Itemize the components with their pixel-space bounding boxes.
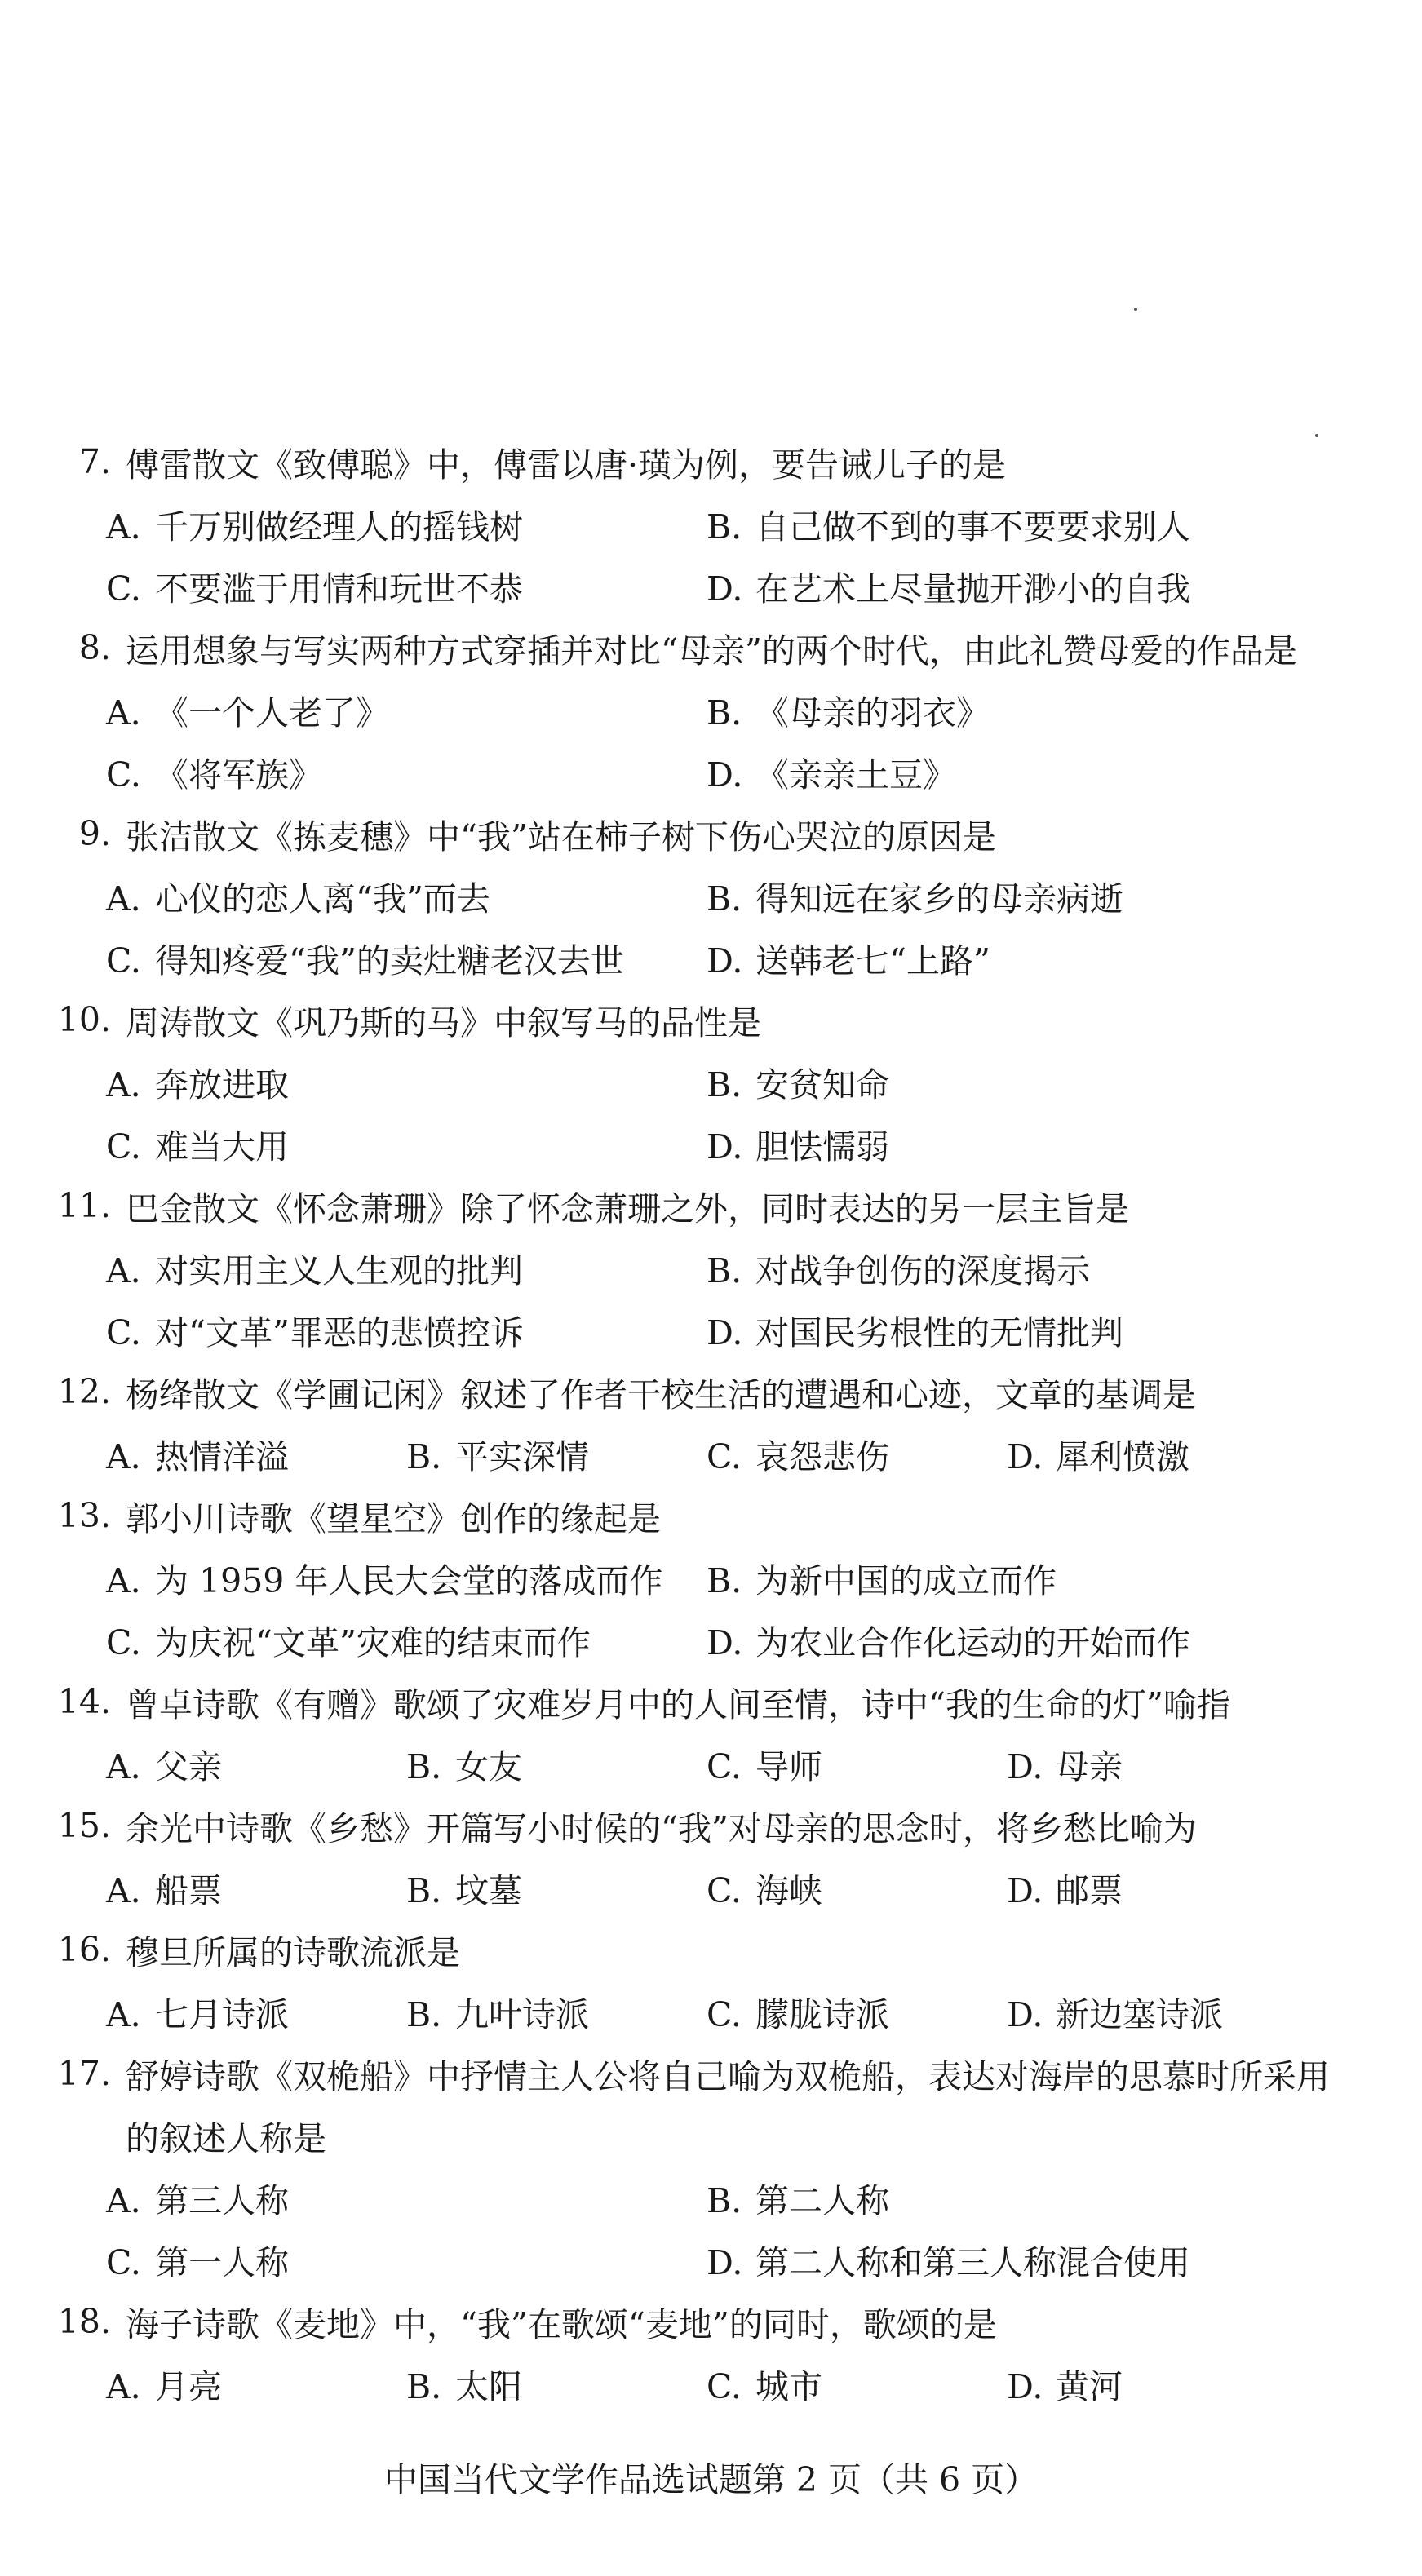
option-b[interactable]: B. 《母亲的羽衣》 bbox=[707, 693, 990, 733]
option-d[interactable]: D. 邮票 bbox=[1007, 1870, 1123, 1910]
question-number: 12. bbox=[57, 1372, 111, 1411]
option-b[interactable]: B. 太阳 bbox=[406, 2366, 522, 2406]
options-row bbox=[39, 555, 1393, 617]
option-d[interactable]: D. 黄河 bbox=[1007, 2366, 1123, 2406]
option-d[interactable]: D. 为农业合作化运动的开始而作 bbox=[707, 1622, 1190, 1662]
option-b[interactable]: B. 女友 bbox=[406, 1746, 522, 1786]
question-stem: 余光中诗歌《乡愁》开篇写小时候的“我”对母亲的思念时，将乡愁比喻为 bbox=[126, 1808, 1197, 1848]
option-d[interactable]: D. 在艺术上尽量抛开渺小的自我 bbox=[707, 569, 1190, 609]
question-7 bbox=[39, 431, 1393, 617]
options-row bbox=[39, 1857, 1393, 1919]
option-b[interactable]: B. 为新中国的成立而作 bbox=[707, 1560, 1057, 1600]
question-number: 15. bbox=[57, 1806, 111, 1845]
page-footer: 中国当代文学作品选试题第 2 页（共 6 页） bbox=[383, 2460, 1039, 2499]
option-c[interactable]: C. 《将军族》 bbox=[106, 755, 322, 794]
option-c[interactable]: C. 为庆祝“文革”灾难的结束而作 bbox=[106, 1622, 591, 1662]
option-c[interactable]: C. 哀怨悲伤 bbox=[707, 1436, 889, 1476]
option-c[interactable]: C. 导师 bbox=[707, 1746, 822, 1786]
option-c[interactable]: C. 第一人称 bbox=[106, 2242, 289, 2282]
options-row bbox=[39, 865, 1393, 927]
question-stem: 杨绛散文《学圃记闲》叙述了作者干校生活的遭遇和心迹，文章的基调是 bbox=[126, 1374, 1196, 1414]
option-d[interactable]: D. 母亲 bbox=[1007, 1746, 1123, 1786]
options-row bbox=[39, 2229, 1393, 2291]
question-stem: 穆旦所属的诗歌流派是 bbox=[126, 1932, 460, 1972]
question-stem: 周涛散文《巩乃斯的马》中叙写马的品性是 bbox=[126, 1003, 761, 1042]
option-b[interactable]: B. 对战争创伤的深度揭示 bbox=[707, 1250, 1090, 1290]
option-a[interactable]: A. 月亮 bbox=[106, 2366, 222, 2406]
option-a[interactable]: A. 《一个人老了》 bbox=[106, 693, 389, 733]
option-d[interactable]: D. 第二人称和第三人称混合使用 bbox=[707, 2242, 1190, 2282]
question-10 bbox=[39, 989, 1393, 1175]
option-c[interactable]: C. 难当大用 bbox=[106, 1126, 289, 1166]
question-16 bbox=[39, 1919, 1393, 2043]
question-stem: 曾卓诗歌《有赠》歌颂了灾难岁月中的人间至情，诗中“我的生命的灯”喻指 bbox=[126, 1684, 1230, 1724]
option-a[interactable]: A. 七月诗派 bbox=[106, 1994, 289, 2034]
option-b[interactable]: B. 第二人称 bbox=[707, 2180, 889, 2220]
option-a[interactable]: A. 第三人称 bbox=[106, 2180, 289, 2220]
option-c[interactable]: C. 对“文革”罪恶的悲愤控诉 bbox=[106, 1312, 524, 1352]
options-row bbox=[39, 1423, 1393, 1485]
options-row bbox=[39, 1609, 1393, 1671]
options-row bbox=[39, 927, 1393, 989]
option-b[interactable]: B. 坟墓 bbox=[406, 1870, 522, 1910]
options-row bbox=[39, 1237, 1393, 1299]
options-row bbox=[39, 2352, 1393, 2414]
question-18 bbox=[39, 2291, 1393, 2414]
option-d[interactable]: D. 《亲亲土豆》 bbox=[707, 755, 956, 794]
option-a[interactable]: A. 奔放进取 bbox=[106, 1064, 289, 1104]
question-stem-continuation: 的叙述人称是 bbox=[126, 2118, 326, 2158]
question-8 bbox=[39, 617, 1393, 803]
question-number: 18. bbox=[57, 2302, 111, 2341]
options-row bbox=[39, 1299, 1393, 1361]
options-row bbox=[39, 741, 1393, 803]
question-number: 14. bbox=[57, 1682, 111, 1721]
option-d[interactable]: D. 犀利愤激 bbox=[1007, 1436, 1189, 1476]
question-stem: 海子诗歌《麦地》中，“我”在歌颂“麦地”的同时，歌颂的是 bbox=[126, 2304, 997, 2344]
options-row bbox=[39, 1733, 1393, 1795]
question-number: 11. bbox=[57, 1186, 111, 1225]
option-c[interactable]: C. 朦胧诗派 bbox=[707, 1994, 889, 2034]
question-11 bbox=[39, 1175, 1393, 1361]
option-b[interactable]: B. 九叶诗派 bbox=[406, 1994, 589, 2034]
scan-speck bbox=[1134, 308, 1137, 311]
options-row bbox=[39, 1547, 1393, 1609]
option-c[interactable]: C. 海峡 bbox=[707, 1870, 822, 1910]
option-d[interactable]: D. 新边塞诗派 bbox=[1007, 1994, 1223, 2034]
question-number: 10. bbox=[57, 1000, 111, 1039]
option-a[interactable]: A. 为 1959 年人民大会堂的落成而作 bbox=[106, 1560, 663, 1600]
options-row bbox=[39, 1981, 1393, 2043]
options-row bbox=[39, 1113, 1393, 1175]
option-a[interactable]: A. 千万别做经理人的摇钱树 bbox=[106, 507, 523, 547]
question-number: 17. bbox=[57, 2054, 111, 2093]
option-a[interactable]: A. 热情洋溢 bbox=[106, 1436, 289, 1476]
option-d[interactable]: D. 送韩老七“上路” bbox=[707, 941, 990, 980]
question-13 bbox=[39, 1485, 1393, 1671]
option-d[interactable]: D. 对国民劣根性的无情批判 bbox=[707, 1312, 1123, 1352]
options-row bbox=[39, 2167, 1393, 2229]
option-c[interactable]: C. 城市 bbox=[707, 2366, 822, 2406]
question-number: 13. bbox=[57, 1496, 111, 1535]
option-d[interactable]: D. 胆怯懦弱 bbox=[707, 1126, 889, 1166]
question-9 bbox=[39, 803, 1393, 989]
question-number: 16. bbox=[57, 1930, 111, 1969]
option-b[interactable]: B. 得知远在家乡的母亲病逝 bbox=[707, 879, 1123, 918]
option-a[interactable]: A. 对实用主义人生观的批判 bbox=[106, 1250, 523, 1290]
question-stem: 舒婷诗歌《双桅船》中抒情主人公将自己喻为双桅船，表达对海岸的思慕时所采用 bbox=[126, 2056, 1330, 2096]
question-stem: 运用想象与写实两种方式穿插并对比“母亲”的两个时代，由此礼赞母爱的作品是 bbox=[126, 631, 1297, 671]
question-15 bbox=[39, 1795, 1393, 1919]
question-12 bbox=[39, 1361, 1393, 1485]
options-row bbox=[39, 1051, 1393, 1113]
option-a[interactable]: A. 心仪的恋人离“我”而去 bbox=[106, 879, 490, 918]
question-number: 7. bbox=[78, 442, 111, 481]
options-row bbox=[39, 493, 1393, 555]
option-a[interactable]: A. 船票 bbox=[106, 1870, 222, 1910]
question-number: 8. bbox=[78, 628, 111, 667]
question-stem: 郭小川诗歌《望星空》创作的缘起是 bbox=[126, 1498, 661, 1538]
option-b[interactable]: B. 自己做不到的事不要要求别人 bbox=[707, 507, 1190, 547]
question-stem: 巴金散文《怀念萧珊》除了怀念萧珊之外，同时表达的另一层主旨是 bbox=[126, 1188, 1129, 1228]
question-number: 9. bbox=[78, 814, 111, 853]
option-c[interactable]: C. 得知疼爱“我”的卖灶糖老汉去世 bbox=[106, 941, 624, 980]
option-b[interactable]: B. 平实深情 bbox=[406, 1436, 589, 1476]
option-b[interactable]: B. 安贫知命 bbox=[707, 1064, 889, 1104]
question-stem: 张洁散文《拣麦穗》中“我”站在柿子树下伤心哭泣的原因是 bbox=[126, 817, 996, 856]
question-stem: 傅雷散文《致傅聪》中，傅雷以唐·璜为例，要告诫儿子的是 bbox=[126, 445, 1007, 485]
option-c[interactable]: C. 不要滥于用情和玩世不恭 bbox=[106, 569, 523, 609]
option-a[interactable]: A. 父亲 bbox=[106, 1746, 222, 1786]
options-row bbox=[39, 679, 1393, 741]
question-14 bbox=[39, 1671, 1393, 1795]
question-17 bbox=[39, 2043, 1393, 2291]
